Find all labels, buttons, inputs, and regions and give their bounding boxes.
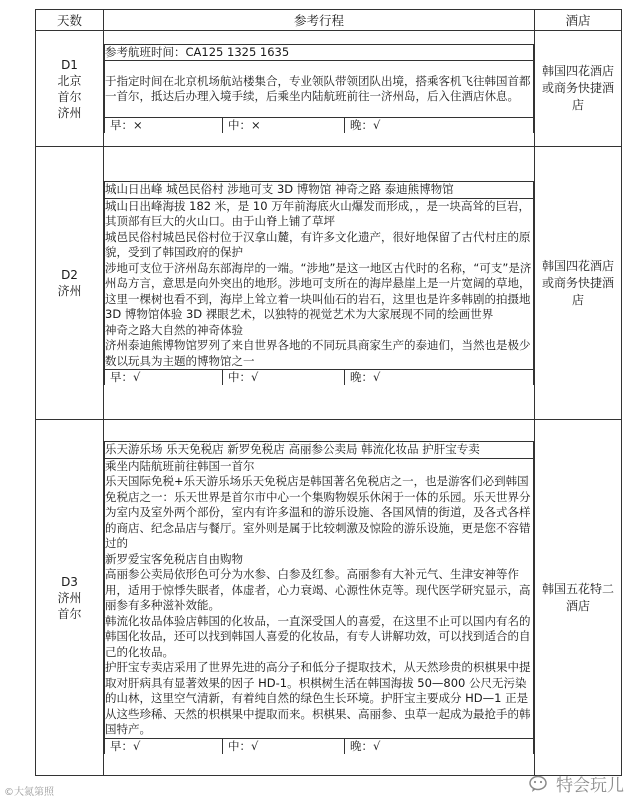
itinerary-paragraph: 神奇之路大自然的神奇体验 [105, 322, 243, 337]
day-city: 北京 [57, 73, 82, 88]
meals-row [105, 370, 533, 385]
day-row-2 [36, 147, 622, 420]
day-city: 济州 [57, 590, 82, 605]
day-label-cell [36, 31, 104, 147]
itinerary-paragraph: 涉地可支位于济州岛东部海岸的一端。“涉地”是这一地区古代时的名称，“可支”是济州岛方言，意思是向外突出的地形。涉地可支所在的海岸悬崖上是一片宽阔的草地，这里一棵树也看不到，海岸上耸立着一块叫仙石的岩石，这里也是许多韩剧的拍摄地 [105, 260, 532, 306]
itinerary-title: 参考航班时间：CA125 1325 1635 [105, 44, 534, 61]
header-itinerary: 参考行程 [104, 10, 535, 31]
header-hotel: 酒店 [535, 10, 622, 31]
day-row-1 [36, 31, 622, 147]
header-day: 天数 [36, 10, 104, 31]
day-city: 济州 [57, 105, 82, 120]
itinerary-paragraph: 乘坐内陆航班前往韩国一首尔 [105, 458, 255, 473]
meal-dinner: 晚：√ [350, 370, 381, 384]
itinerary-paragraph: 济州泰迪熊博物馆罗列了来自世界各地的不同玩具商家生产的泰迪们，当然也是极少数以玩具为主题的博物馆之一 [105, 338, 531, 368]
meal-breakfast: 早：√ [105, 370, 223, 385]
itinerary-paragraph: 新罗爱宝客免税店自由购物 [105, 551, 243, 566]
day-row-3 [36, 420, 622, 776]
meals-row [105, 118, 533, 133]
meal-lunch: 中：√ [223, 370, 345, 385]
itinerary-content [105, 61, 534, 118]
day-city: 济州 [57, 284, 82, 298]
itinerary-paragraph: 乐天国际免税+乐天游乐场乐天免税店是韩国著名免税店之一，也是游客们必到韩国免税店之一：乐天世界是首尔市中心一个集购物娱乐休闲于一体的乐园。乐天世界分为室内及室外两个部份，室内有许多温和的游乐设施、各国风情的街道，及各式各样的商店、纪念品店与餐厅。室外则是属于比较刺激及惊险的游乐设施，更是您不容错过的 [105, 474, 531, 551]
itinerary-paragraph: 于指定时间在北京机场航站楼集合，专业领队带领团队出境，搭乘客机飞往韩国首都一首尔，抵达后办理入境手续，后乘坐内陆航班前往一济州岛，后入住酒店休息。 [105, 73, 531, 104]
day-code: D3 [61, 574, 78, 589]
itinerary-paragraph: 韩流化妆品体验店韩国的化妆品，一直深受国人的喜爱，在这里不止可以国内有名的韩国化妆品，还可以找到韩国人喜爱的化妆品，有专人讲解功效，可以找到适合的自己的化妆品。 [105, 613, 531, 659]
meal-lunch: 中：√ [223, 739, 345, 754]
itinerary-paragraph: 3D 博物馆体验 3D 裸眼艺术，以独特的视觉艺术为大家展现不同的绘画世界 [105, 307, 494, 321]
itinerary-content [105, 458, 534, 738]
itinerary-paragraph: 护肝宝专卖店采用了世界先进的高分子和低分子提取技术，从天然珍贵的枳棋果中提取对肝病具有显著效果的因子 HD-1。枳棋树生活在韩国海拔 50—800 公尺无污染的山林，这里空气清新，有着纯自然的绿色生长环境。护肝宝主要成分 HD—1 正是从这些珍稀、天然的枳棋果中提取而来。枳棋果、高丽参、虫草一起成为最抢手的韩国特产。 [105, 660, 531, 737]
itinerary-table [35, 9, 622, 776]
hotel-cell: 韩国五花特二酒店 [535, 420, 622, 776]
itinerary-cell [104, 31, 535, 147]
wechat-icon [529, 775, 551, 793]
day-city: 首尔 [57, 606, 82, 621]
day-city: 首尔 [57, 89, 82, 104]
header-row [36, 10, 622, 31]
day-code: D1 [61, 57, 78, 72]
watermark-left: ©大氮第照 [4, 787, 54, 798]
watermark-text: 特会玩儿 [556, 776, 624, 796]
itinerary-content [105, 198, 534, 370]
itinerary-cell [104, 420, 535, 776]
meal-dinner: 晚：√ [350, 118, 381, 133]
hotel-cell: 韩国四花酒店或商务快捷酒店 [535, 147, 622, 420]
meal-dinner: 晚：√ [350, 738, 381, 753]
itinerary-paragraph: 高丽参公卖局依形色可分为水参、白参及红参。高丽参有大补元气、生津安神等作用，适用于惊悸失眠者，体虚者，心力衰竭、心源性休克等。现代医学研究显示，高丽参有多种滋补效能。 [105, 567, 531, 613]
meal-breakfast: 早：√ [105, 739, 223, 754]
day-label-cell [36, 420, 104, 776]
hotel-cell: 韩国四花酒店或商务快捷酒店 [535, 31, 622, 147]
itinerary-title: 乐天游乐场 乐天免税店 新罗免税店 高丽参公卖局 韩流化妆品 护肝宝专卖 [105, 442, 534, 459]
itinerary-paragraph: 城邑民俗村城邑民俗村位于汉拿山麓，有许多文化遗产，很好地保留了古代村庄的原貌，受到了韩国政府的保护 [105, 229, 531, 259]
meals-row [105, 739, 533, 754]
meal-lunch: 中：× [223, 118, 345, 133]
watermark-right [529, 771, 624, 796]
day-label-cell [36, 147, 104, 420]
itinerary-title: 城山日出峰 城邑民俗村 涉地可支 3D 博物馆 神奇之路 泰迪熊博物馆 [105, 182, 534, 199]
itinerary-cell [104, 147, 535, 420]
itinerary-paragraph: 城山日出峰海拔 182 米，是 10 万年前海底火山爆发而形成，，是一块高耸的巨岩，其顶部有巨大的火山口。由于山脊上铺了草坪 [105, 198, 530, 228]
day-code: D2 [61, 268, 78, 282]
meal-breakfast: 早：× [105, 118, 223, 133]
